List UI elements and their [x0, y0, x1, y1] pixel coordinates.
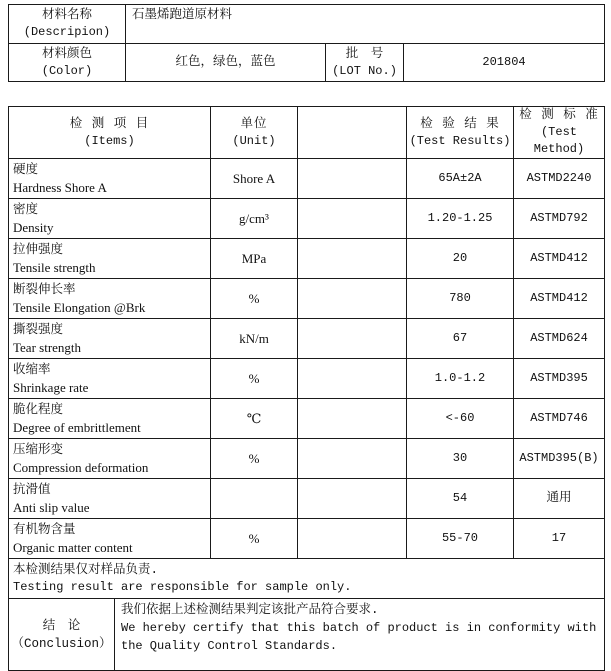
- spec-cell: [298, 239, 407, 279]
- unit-cell: ℃: [211, 399, 298, 439]
- result-cell: 55-70: [407, 519, 514, 559]
- lot-value: 201804: [404, 44, 605, 82]
- item-cn: 收缩率: [13, 362, 51, 377]
- method-cell: 通用: [514, 479, 605, 519]
- header-unit: [211, 107, 298, 159]
- spec-cell: [298, 439, 407, 479]
- table-header-row: [9, 107, 605, 159]
- item-en: Organic matter content: [13, 539, 133, 555]
- header-method-en: (Test Method): [533, 125, 585, 156]
- header-items: [9, 107, 211, 159]
- header-results: [407, 107, 514, 159]
- material-name-label: [9, 5, 126, 44]
- item-cn: 拉伸强度: [13, 242, 64, 257]
- conclusion-text-cn: 我们依据上述检测结果判定该批产品符合要求.: [121, 603, 379, 617]
- unit-cell: %: [211, 519, 298, 559]
- item-en: Hardness Shore A: [13, 179, 107, 195]
- material-color-label-cn: 材料颜色: [41, 46, 92, 61]
- item-cell: [9, 279, 211, 319]
- material-color-label-en: (Color): [41, 63, 93, 78]
- table-row-hardness: [9, 159, 605, 199]
- result-cell: 20: [407, 239, 514, 279]
- header-results-cn: 检 验 结 果: [420, 116, 500, 131]
- unit-cell: Shore A: [211, 159, 298, 199]
- method-cell: ASTMD2240: [514, 159, 605, 199]
- table-row-tensile-strength: [9, 239, 605, 279]
- result-cell: 30: [407, 439, 514, 479]
- test-results-table: [8, 106, 605, 671]
- item-cell: [9, 239, 211, 279]
- table-row-elongation: [9, 279, 605, 319]
- item-cn: 脆化程度: [13, 402, 64, 417]
- item-en: Tensile strength: [13, 259, 96, 275]
- item-en: Tensile Elongation @Brk: [13, 299, 146, 315]
- spec-cell: [298, 279, 407, 319]
- spec-cell: [298, 159, 407, 199]
- material-color-row: [9, 44, 605, 82]
- item-en: Tear strength: [13, 339, 82, 355]
- spec-cell: [298, 399, 407, 439]
- item-cn: 抗滑值: [13, 482, 51, 497]
- item-cn: 有机物含量: [13, 522, 76, 537]
- item-cell: [9, 319, 211, 359]
- table-row-compression: [9, 439, 605, 479]
- conclusion-cell: [9, 599, 605, 671]
- material-name-label-cn: 材料名称: [41, 8, 92, 22]
- test-report-document: [8, 4, 604, 671]
- conclusion-row: [9, 599, 605, 671]
- table-row-tear-strength: [9, 319, 605, 359]
- spec-cell: [298, 359, 407, 399]
- method-cell: ASTMD792: [514, 199, 605, 239]
- result-cell: 1.20-1.25: [407, 199, 514, 239]
- conclusion-label-cn: 结 论: [42, 618, 81, 633]
- item-cn: 硬度: [13, 162, 39, 177]
- item-en: Compression deformation: [13, 459, 149, 475]
- header-items-cn: 检 测 项 目: [69, 116, 150, 131]
- unit-cell: [211, 479, 298, 519]
- method-cell: ASTMD412: [514, 279, 605, 319]
- spec-cell: [298, 479, 407, 519]
- unit-cell: %: [211, 279, 298, 319]
- result-cell: 54: [407, 479, 514, 519]
- material-color-value: 红色，绿色，蓝色: [126, 44, 326, 82]
- material-name-value: 石墨烯跑道原材料: [126, 5, 605, 44]
- unit-cell: kN/m: [211, 319, 298, 359]
- item-cell: [9, 199, 211, 239]
- material-name-label-en: (Descripion): [23, 25, 111, 39]
- header-method: [514, 107, 605, 159]
- header-items-en: (Items): [84, 133, 135, 148]
- lot-label-cn: 批 号: [345, 46, 384, 61]
- table-row-shrinkage: [9, 359, 605, 399]
- material-color-label: [9, 44, 126, 82]
- method-cell: ASTMD624: [514, 319, 605, 359]
- header-unit-cn: 单位: [240, 116, 268, 131]
- header-method-cn: 检 测 标 准: [519, 108, 599, 122]
- header-results-en: (Test Results): [409, 133, 511, 148]
- table-row-density: [9, 199, 605, 239]
- method-cell: ASTMD412: [514, 239, 605, 279]
- result-cell: 1.0-1.2: [407, 359, 514, 399]
- table-row-anti-slip: [9, 479, 605, 519]
- unit-cell: %: [211, 359, 298, 399]
- section-gap: [8, 82, 604, 106]
- unit-cell: g/cm³: [211, 199, 298, 239]
- item-cn: 压缩形变: [13, 442, 64, 457]
- item-en: Degree of embrittlement: [13, 419, 141, 435]
- unit-cell: MPa: [211, 239, 298, 279]
- item-cell: [9, 159, 211, 199]
- item-en: Anti slip value: [13, 499, 90, 515]
- conclusion-text-en: We hereby certify that this batch of product is in conformity with the Quality Control Standards.: [121, 621, 597, 653]
- result-cell: 67: [407, 319, 514, 359]
- spec-cell: [298, 319, 407, 359]
- conclusion-label-en: （Conclusion）: [11, 636, 112, 651]
- item-cell: [9, 399, 211, 439]
- disclaimer-en: Testing result are responsible for sample only.: [13, 579, 352, 594]
- method-cell: ASTMD395: [514, 359, 605, 399]
- header-unit-en: (Unit): [232, 133, 276, 148]
- disclaimer-cell: [9, 559, 605, 599]
- item-cell: [9, 519, 211, 559]
- material-info-table: [8, 4, 605, 82]
- item-cn: 密度: [13, 202, 39, 217]
- result-cell: <-60: [407, 399, 514, 439]
- lot-label-en: (LOT No.): [332, 63, 397, 78]
- result-cell: 65A±2A: [407, 159, 514, 199]
- item-cell: [9, 479, 211, 519]
- conclusion-label: [9, 599, 115, 670]
- table-row-embrittlement: [9, 399, 605, 439]
- result-cell: 780: [407, 279, 514, 319]
- item-cell: [9, 359, 211, 399]
- method-cell: 17: [514, 519, 605, 559]
- spec-cell: [298, 519, 407, 559]
- disclaimer-row: [9, 559, 605, 599]
- method-cell: ASTMD395(B): [514, 439, 605, 479]
- header-empty: [298, 107, 407, 159]
- conclusion-body: [115, 599, 604, 670]
- item-en: Shrinkage rate: [13, 379, 89, 395]
- method-cell: ASTMD746: [514, 399, 605, 439]
- lot-label: [326, 44, 404, 82]
- disclaimer-cn: 本检测结果仅对样品负责.: [13, 562, 159, 577]
- unit-cell: %: [211, 439, 298, 479]
- item-cn: 撕裂强度: [13, 322, 64, 337]
- spec-cell: [298, 199, 407, 239]
- item-en: Density: [13, 219, 54, 235]
- item-cell: [9, 439, 211, 479]
- item-cn: 断裂伸长率: [13, 282, 76, 297]
- material-name-row: [9, 5, 605, 44]
- table-row-organic-content: [9, 519, 605, 559]
